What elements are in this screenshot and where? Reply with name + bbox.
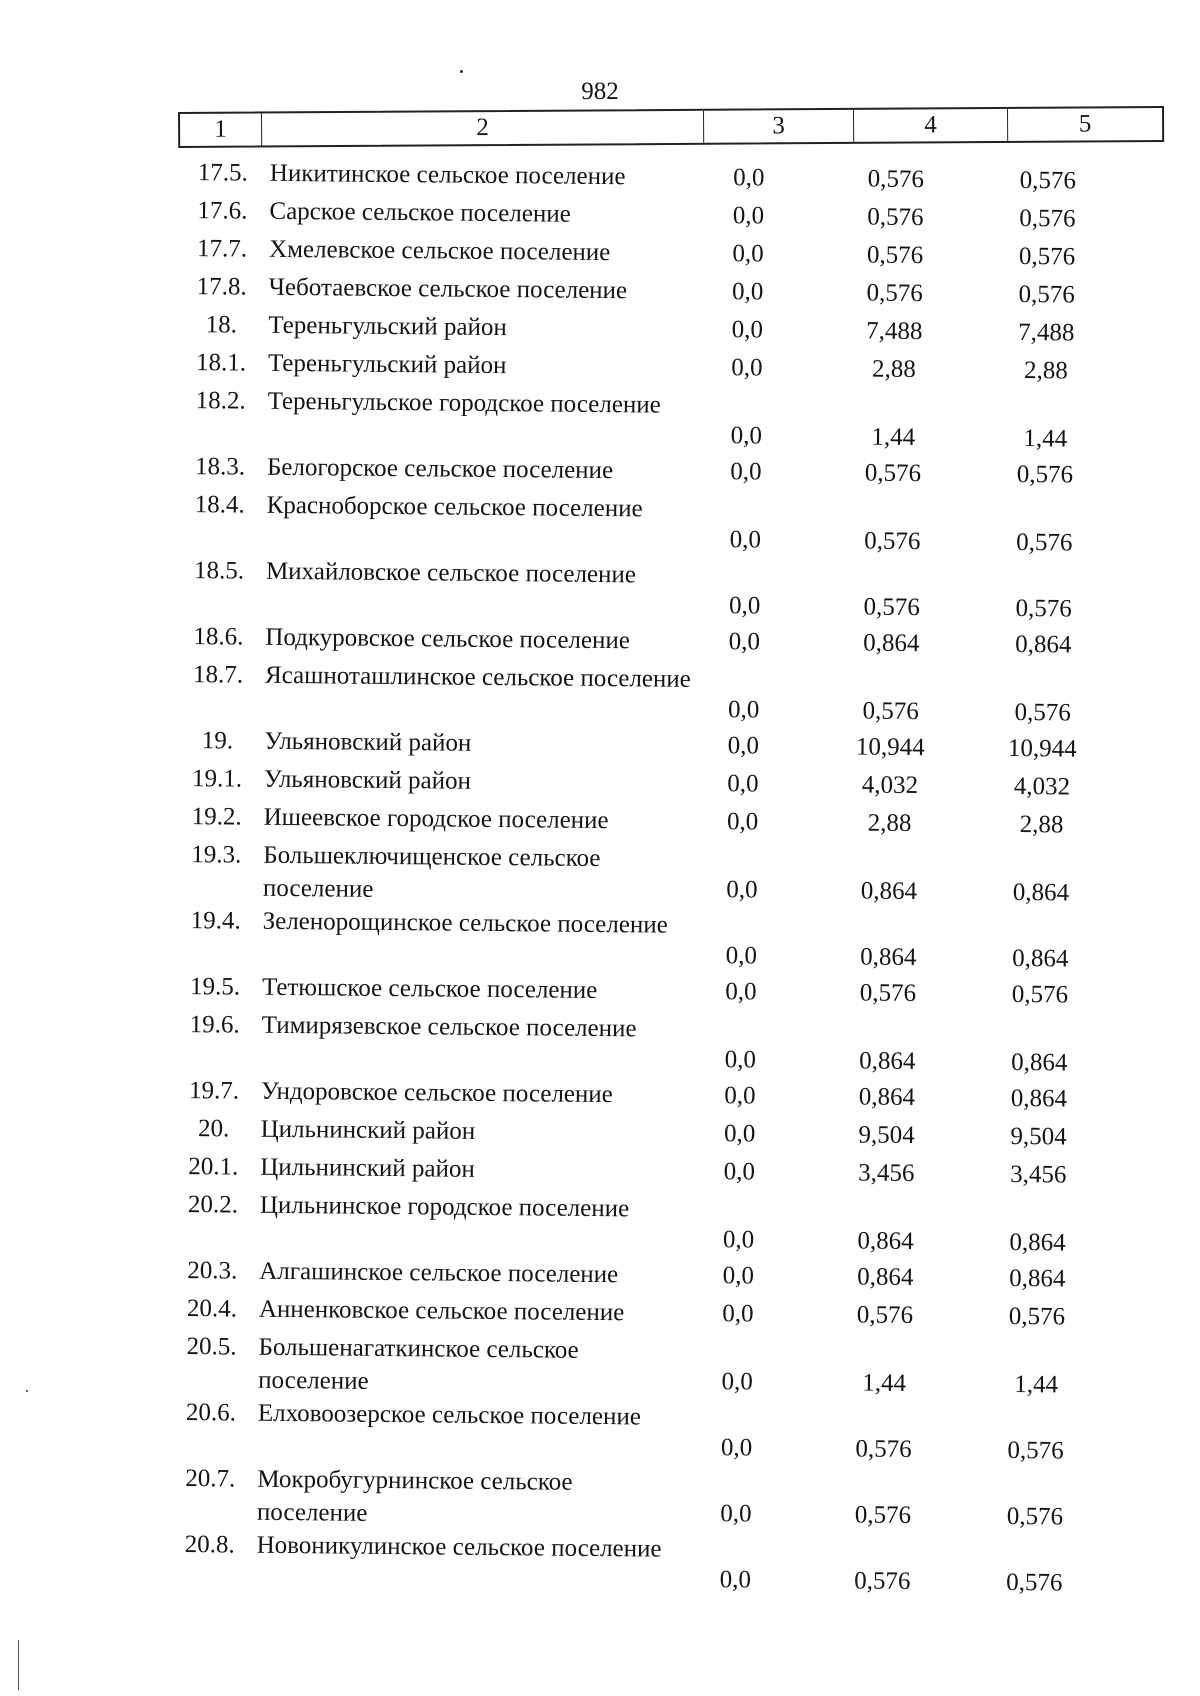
row-value-col4: 0,576 — [856, 1301, 914, 1330]
row-number: 19.7. — [188, 1077, 240, 1105]
row-value-col4: 0,864 — [863, 629, 920, 658]
row-number: 20.1. — [188, 1153, 239, 1181]
row-name: Большенагаткинское сельское поселение — [258, 1333, 579, 1395]
row-value-col5: 0,864 — [1009, 1264, 1066, 1293]
row-value-col4: 10,944 — [855, 733, 925, 762]
row-value-col3: 0,0 — [725, 942, 758, 970]
row-value-col5: 0,576 — [1019, 167, 1077, 195]
row-value-col3: 0,0 — [719, 1566, 752, 1594]
row-value-col3: 0,0 — [724, 1082, 756, 1110]
row-value-col4: 0,576 — [864, 527, 921, 556]
row-value-col4: 0,864 — [857, 1227, 914, 1256]
page-number: 982 — [581, 78, 619, 105]
row-number: 17.5. — [197, 159, 248, 187]
row-value-col3: 0,0 — [726, 808, 759, 836]
row-name: Чеботаевское сельское поселение — [268, 273, 628, 305]
row-name: Сарское сельское поселение — [269, 197, 571, 228]
row-value-col3: 0,0 — [722, 1262, 755, 1290]
row-number: 19.3. — [191, 841, 242, 869]
row-number: 18.5. — [193, 557, 245, 585]
row-number: 18.6. — [193, 623, 244, 651]
row-name: Ульяновский район — [264, 727, 472, 757]
row-value-col5: 0,576 — [1007, 1436, 1064, 1465]
row-value-col5: 0,864 — [1011, 1048, 1068, 1077]
row-name: Подкуровское сельское поселение — [265, 623, 631, 655]
row-value-col5: 0,864 — [1009, 1228, 1066, 1257]
row-value-col3: 0,0 — [727, 770, 759, 798]
row-value-col4: 0,576 — [863, 593, 920, 622]
table-row — [172, 1528, 1153, 1603]
row-value-col3: 0,0 — [728, 592, 761, 620]
row-value-col4: 0,576 — [867, 165, 925, 194]
table-body — [172, 156, 1166, 1603]
scan-speck — [460, 70, 463, 73]
table-row — [182, 488, 1163, 563]
row-number: 20.2. — [187, 1191, 239, 1219]
row-value-col3: 0,0 — [721, 1368, 754, 1396]
row-value-col3: 0,0 — [731, 278, 764, 306]
row-number: 20. — [197, 1115, 230, 1143]
header-cell-5: 5 — [1078, 110, 1092, 138]
row-name: Тимирязевское сельское поселение — [261, 1011, 637, 1043]
row-value-col5: 0,864 — [1015, 630, 1072, 659]
row-value-col4: 0,576 — [854, 1501, 912, 1530]
table-row — [178, 904, 1159, 979]
row-value-col4: 0,576 — [855, 1435, 912, 1464]
row-value-col4: 0,864 — [858, 1083, 916, 1112]
row-name: Цильнинское городское поселение — [259, 1191, 630, 1223]
row-number: 19.4. — [190, 907, 241, 935]
row-number: 20.5. — [186, 1333, 237, 1361]
row-name: Тетюшское сельское поселение — [261, 973, 598, 1004]
row-number: 18.1. — [195, 349, 247, 377]
row-number: 19.2. — [191, 803, 242, 831]
row-value-col5: 7,488 — [1018, 318, 1075, 347]
row-number: 17.7. — [196, 235, 248, 263]
row-value-col4: 1,44 — [871, 423, 916, 452]
row-value-col5: 0,576 — [1019, 205, 1076, 233]
table-row — [179, 838, 1160, 913]
row-name: Цильнинский район — [260, 1153, 475, 1183]
row-value-col5: 0,576 — [1006, 1568, 1063, 1597]
row-number: 17.6. — [197, 197, 248, 225]
scan-margin-line — [18, 1640, 19, 1690]
row-number: 18.3. — [194, 453, 246, 481]
row-value-col3: 0,0 — [731, 316, 764, 344]
row-name: Алгашинское сельское поселение — [259, 1257, 619, 1289]
row-name: Михайловское сельское поселение — [265, 557, 637, 589]
row-value-col3: 0,0 — [720, 1500, 752, 1528]
row-number: 18. — [205, 311, 238, 339]
table-row — [173, 1396, 1154, 1471]
row-name: Зеленорощинское сельское поселение — [262, 907, 668, 939]
row-value-col4: 0,864 — [860, 943, 917, 972]
header-cell-3: 3 — [704, 110, 854, 143]
row-name: Ундоровское сельское поселение — [260, 1077, 613, 1109]
row-name: Белогорское сельское поселение — [266, 453, 614, 485]
row-value-col3: 0,0 — [729, 526, 762, 554]
row-value-col5: 1,44 — [1014, 1371, 1059, 1399]
table-row — [181, 658, 1162, 733]
row-number: 20.4. — [186, 1295, 238, 1323]
row-value-col5: 0,576 — [1006, 1502, 1064, 1531]
row-name: Тереньгульское городское поселение — [267, 387, 661, 419]
row-name: Хмелевское сельское поселение — [268, 235, 611, 267]
row-number: 20.3. — [187, 1257, 238, 1285]
row-value-col4: 0,864 — [857, 1263, 914, 1292]
row-name: Елховоозерское сельское поселение — [257, 1399, 641, 1431]
row-number: 18.2. — [195, 387, 246, 415]
row-value-col4: 0,576 — [866, 279, 923, 308]
header-cell-1: 1 — [180, 113, 262, 146]
row-name: Анненковское сельское поселение — [258, 1295, 625, 1327]
row-number: 18.7. — [192, 661, 244, 689]
row-name: Новоникулинское сельское поселение — [256, 1531, 662, 1563]
row-value-col4: 0,576 — [867, 203, 924, 232]
table-row — [174, 1330, 1155, 1405]
row-value-col5: 0,864 — [1012, 944, 1069, 973]
row-value-col5: 3,456 — [1010, 1160, 1067, 1189]
row-name: Ясашноташлинское сельское поселение — [264, 661, 691, 693]
row-value-col5: 0,576 — [1014, 698, 1071, 727]
row-name: Тереньгульский район — [268, 311, 507, 342]
row-value-col5: 0,864 — [1012, 878, 1070, 907]
row-value-col5: 0,576 — [1018, 243, 1076, 271]
table-row — [175, 1188, 1156, 1263]
row-value-col3: 0,0 — [730, 458, 762, 486]
row-value-col3: 0,0 — [732, 240, 764, 268]
row-value-col4: 3,456 — [858, 1159, 915, 1188]
row-value-col4: 1,44 — [862, 1369, 907, 1397]
table-row — [183, 384, 1164, 459]
row-number: 17.8. — [196, 273, 247, 301]
row-value-col4: 7,488 — [866, 317, 923, 346]
row-value-col4: 0,576 — [854, 1567, 911, 1596]
row-value-col4: 0,576 — [864, 459, 922, 488]
row-value-col5: 0,576 — [1018, 280, 1075, 309]
row-value-col3: 0,0 — [728, 628, 761, 656]
row-number: 18.4. — [194, 491, 245, 519]
row-number: 20.6. — [185, 1399, 237, 1427]
row-value-col3: 0,0 — [731, 354, 763, 382]
row-value-col5: 0,576 — [1008, 1302, 1066, 1331]
row-name: Цильнинский район — [260, 1115, 476, 1145]
row-value-col3: 0,0 — [720, 1434, 753, 1462]
row-value-col3: 0,0 — [723, 1120, 756, 1148]
row-value-col5: 10,944 — [1007, 734, 1077, 763]
row-number: 19.1. — [191, 765, 243, 793]
table-row — [182, 554, 1163, 629]
row-value-col3: 0,0 — [727, 732, 760, 760]
row-value-col4: 9,504 — [858, 1121, 915, 1150]
row-value-col4: 0,864 — [860, 877, 918, 906]
row-value-col5: 0,576 — [1011, 980, 1069, 1009]
table-row — [177, 1008, 1158, 1083]
row-number: 19.5. — [189, 973, 241, 1001]
row-name: Ишеевское городское поселение — [263, 803, 609, 835]
row-value-col3: 0,0 — [727, 696, 760, 724]
row-value-col4: 0,864 — [859, 1047, 916, 1076]
row-value-col3: 0,0 — [730, 422, 763, 450]
row-value-col3: 0,0 — [723, 1158, 756, 1186]
row-name: Мокробугурнинское сельское поселение — [256, 1465, 573, 1527]
row-value-col3: 0,0 — [722, 1226, 755, 1254]
row-value-col5: 0,576 — [1016, 460, 1074, 489]
row-name: Красноборское сельское поселение — [266, 491, 643, 523]
row-value-col5: 0,576 — [1015, 594, 1072, 623]
row-value-col3: 0,0 — [733, 164, 765, 192]
row-value-col4: 4,032 — [861, 771, 919, 800]
row-value-col4: 0,576 — [859, 979, 917, 1008]
table-header — [178, 106, 1164, 148]
row-number: 20.8. — [184, 1531, 235, 1559]
row-name: Ульяновский район — [263, 765, 472, 795]
row-value-col5: 2,88 — [1023, 357, 1068, 385]
row-number: 20.7. — [185, 1465, 236, 1493]
row-value-col3: 0,0 — [724, 1046, 757, 1074]
table-row — [173, 1462, 1154, 1537]
row-value-col5: 0,864 — [1010, 1084, 1068, 1113]
row-name: Тереньгульский район — [267, 349, 507, 380]
row-value-col3: 0,0 — [722, 1300, 754, 1328]
row-value-col5: 2,88 — [1019, 811, 1064, 839]
row-value-col4: 2,88 — [871, 355, 916, 384]
row-value-col3: 0,0 — [732, 202, 765, 230]
row-value-col5: 0,576 — [1016, 528, 1073, 557]
row-value-col4: 0,576 — [862, 697, 919, 726]
header-cell-4: 4 — [854, 109, 1008, 142]
row-name: Большеключищенское сельское поселение — [262, 841, 601, 903]
row-value-col3: 0,0 — [725, 978, 757, 1006]
row-value-col5: 1,44 — [1023, 425, 1068, 453]
scan-speck — [26, 1390, 28, 1392]
row-name: Никитинское сельское поселение — [269, 159, 626, 191]
header-cell-2: 2 — [262, 111, 704, 146]
row-value-col5: 4,032 — [1013, 772, 1071, 801]
row-value-col3: 0,0 — [726, 876, 758, 904]
row-value-col4: 0,576 — [866, 241, 924, 270]
row-value-col5: 9,504 — [1010, 1122, 1067, 1151]
row-number: 19. — [201, 727, 234, 755]
row-value-col4: 2,88 — [867, 809, 912, 837]
row-number: 19.6. — [189, 1011, 240, 1039]
